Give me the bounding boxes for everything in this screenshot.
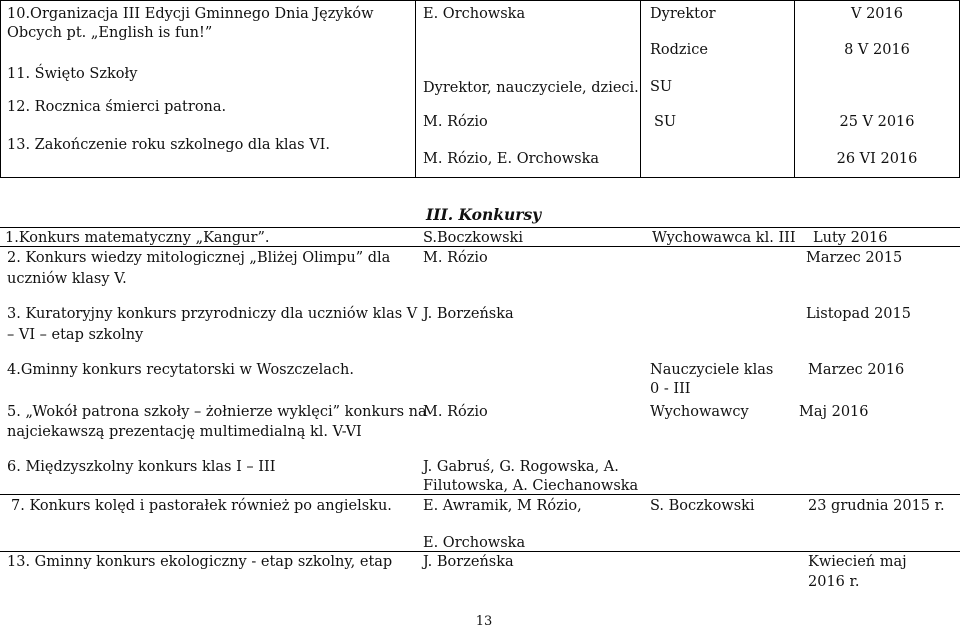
contest-organizer: J. Gabruś, G. Rogowska, A. xyxy=(423,459,619,475)
date-text: V 2016 xyxy=(851,6,903,22)
contest-name: 1.Konkurs matematyczny „Kangur”. xyxy=(5,230,270,246)
contest-name: najciekawszą prezentację multimedialną kl. V-VI xyxy=(7,424,362,440)
responsible-text: M. Rózio xyxy=(423,114,488,130)
contest-organizer: E. Orchowska xyxy=(423,535,526,551)
responsible-text: E. Orchowska xyxy=(423,6,526,22)
contest-name: 4.Gminny konkurs recytatorski w Woszczelach. xyxy=(7,362,354,378)
contest-participants: Wychowawcy xyxy=(650,404,749,420)
event-text: 10.Organizacja III Edycji Gminnego Dnia Języków xyxy=(7,6,374,22)
contest-name: 7. Konkurs kolęd i pastorałek również po angielsku. xyxy=(11,498,392,514)
contest-organizer: M. Rózio xyxy=(423,250,488,266)
contest-participants: Nauczyciele klas xyxy=(650,362,774,378)
responsible-text: M. Rózio, E. Orchowska xyxy=(423,151,600,167)
contest-participants: Wychowawca kl. III xyxy=(652,230,796,246)
contest-organizer: J. Borzeńska xyxy=(423,554,514,570)
table-border-top xyxy=(0,0,960,1)
contest-date: Luty 2016 xyxy=(813,230,888,246)
event-text: Obcych pt. „English is fun!” xyxy=(7,25,213,41)
contest-date: 23 grudnia 2015 r. xyxy=(808,498,945,514)
responsible-text: Dyrektor, nauczyciele, dzieci. xyxy=(423,80,639,96)
contest-date: Marzec 2016 xyxy=(808,362,905,378)
contest-organizer: Filutowska, A. Ciechanowska xyxy=(423,478,639,494)
contest-participants: 0 - III xyxy=(650,381,691,397)
page-number: 13 xyxy=(475,614,493,629)
contest-name: 3. Kuratoryjny konkurs przyrodniczy dla uczniów klas V xyxy=(7,306,418,322)
contest-date: 2016 r. xyxy=(808,574,860,590)
contest-name: 5. „Wokół patrona szkoły – żołnierze wyklęci” konkurs na xyxy=(7,404,427,420)
event-text: 11. Święto Szkoły xyxy=(7,66,138,82)
contest-name: – VI – etap szkolny xyxy=(7,327,144,343)
row-divider xyxy=(0,551,960,552)
participants-text: Rodzice xyxy=(650,42,708,58)
date-text: 25 V 2016 xyxy=(839,114,915,130)
table-border-left xyxy=(0,0,1,178)
contest-organizer: J. Borzeńska xyxy=(423,306,514,322)
section-heading: III. Konkursy xyxy=(426,205,542,224)
contest-date: Marzec 2015 xyxy=(806,250,903,266)
contest-participants: S. Boczkowski xyxy=(650,498,755,514)
contest-date: Listopad 2015 xyxy=(806,306,911,322)
table-border-bottom xyxy=(0,177,960,178)
contest-name: 6. Międzyszkolny konkurs klas I – III xyxy=(7,459,276,475)
event-text: 13. Zakończenie roku szkolnego dla klas VI. xyxy=(7,137,331,153)
contest-name: 13. Gminny konkurs ekologiczny - etap szkolny, etap xyxy=(7,554,393,570)
column-divider xyxy=(415,0,416,178)
contest-date: Maj 2016 xyxy=(799,404,869,420)
contest-organizer: E. Awramik, M Rózio, xyxy=(423,498,582,514)
contest-name: uczniów klasy V. xyxy=(7,271,127,287)
contest-name: 2. Konkurs wiedzy mitologicznej „Bliżej Olimpu” dla xyxy=(7,250,391,266)
date-text: 26 VI 2016 xyxy=(836,151,918,167)
date-text: 8 V 2016 xyxy=(844,42,910,58)
participants-text: SU xyxy=(650,79,673,95)
contest-organizer: M. Rózio xyxy=(423,404,488,420)
table-border-top xyxy=(0,227,960,228)
participants-text: Dyrektor xyxy=(650,6,716,22)
column-divider xyxy=(640,0,641,178)
event-text: 12. Rocznica śmierci patrona. xyxy=(7,99,227,115)
contest-date: Kwiecień maj xyxy=(808,554,907,570)
contest-organizer: S.Boczkowski xyxy=(423,230,523,246)
row-divider xyxy=(0,494,960,495)
participants-text: SU xyxy=(654,114,677,130)
